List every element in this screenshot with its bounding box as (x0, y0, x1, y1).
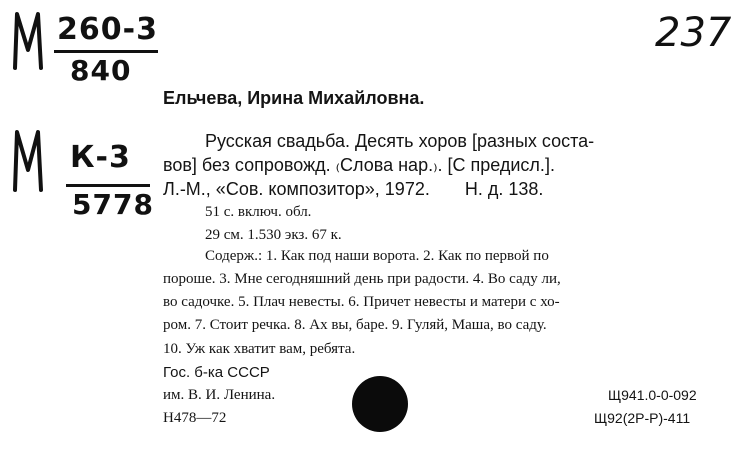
title-line-3: Л.-М., «Сов. композитор», 1972. Н. д. 138. (163, 179, 544, 199)
contents-line-5: 10. Уж как хватит вам, ребята. (163, 341, 356, 357)
call-number-top-numerator: 260-3 (57, 12, 158, 47)
call-number-bottom-divider (66, 184, 150, 187)
call-number-bottom-denominator: 5778 (72, 188, 154, 221)
handwritten-mark-top-left (10, 10, 46, 72)
physical-line-1: 51 с. включ. обл. (205, 204, 312, 220)
card-punch-hole (352, 376, 408, 432)
contents-line-3: во садочке. 5. Плач невесты. 6. Причет невесты и матери с хо- (163, 294, 560, 310)
call-number-top-denominator: 840 (70, 54, 132, 87)
library-line-3: Н478—72 (163, 410, 227, 426)
card-number: 237 (655, 10, 732, 56)
title-line-1: Русская свадьба. Десять хоров [разных соста- (205, 131, 595, 151)
contents-line-2: пороше. 3. Мне сегодняшний день при радости. 4. Во саду ли, (163, 271, 561, 287)
classification-code-2: Щ92(2Р-Р)-411 (594, 410, 691, 426)
call-number-bottom-numerator: К-3 (70, 140, 131, 175)
title-line-2: вов] без сопровожд. ₍Слова нар.₎. [С предисл.]. (163, 155, 555, 175)
library-line-2: им. В. И. Ленина. (163, 387, 276, 403)
author-heading: Ельчева, Ирина Михайловна. (163, 88, 425, 108)
physical-line-2: 29 см. 1.530 экз. 67 к. (205, 227, 342, 243)
contents-line-4: ром. 7. Стоит речка. 8. Ах вы, баре. 9. Гуляй, Маша, во саду. (163, 317, 547, 333)
contents-line-1: Содерж.: 1. Как под наши ворота. 2. Как по первой по (205, 248, 549, 264)
classification-code-1: Щ941.0-0-092 (608, 387, 697, 403)
handwritten-mark-bottom-left (10, 128, 46, 194)
library-line-1: Гос. б-ка СССР (163, 364, 270, 381)
call-number-top-divider (54, 50, 158, 53)
